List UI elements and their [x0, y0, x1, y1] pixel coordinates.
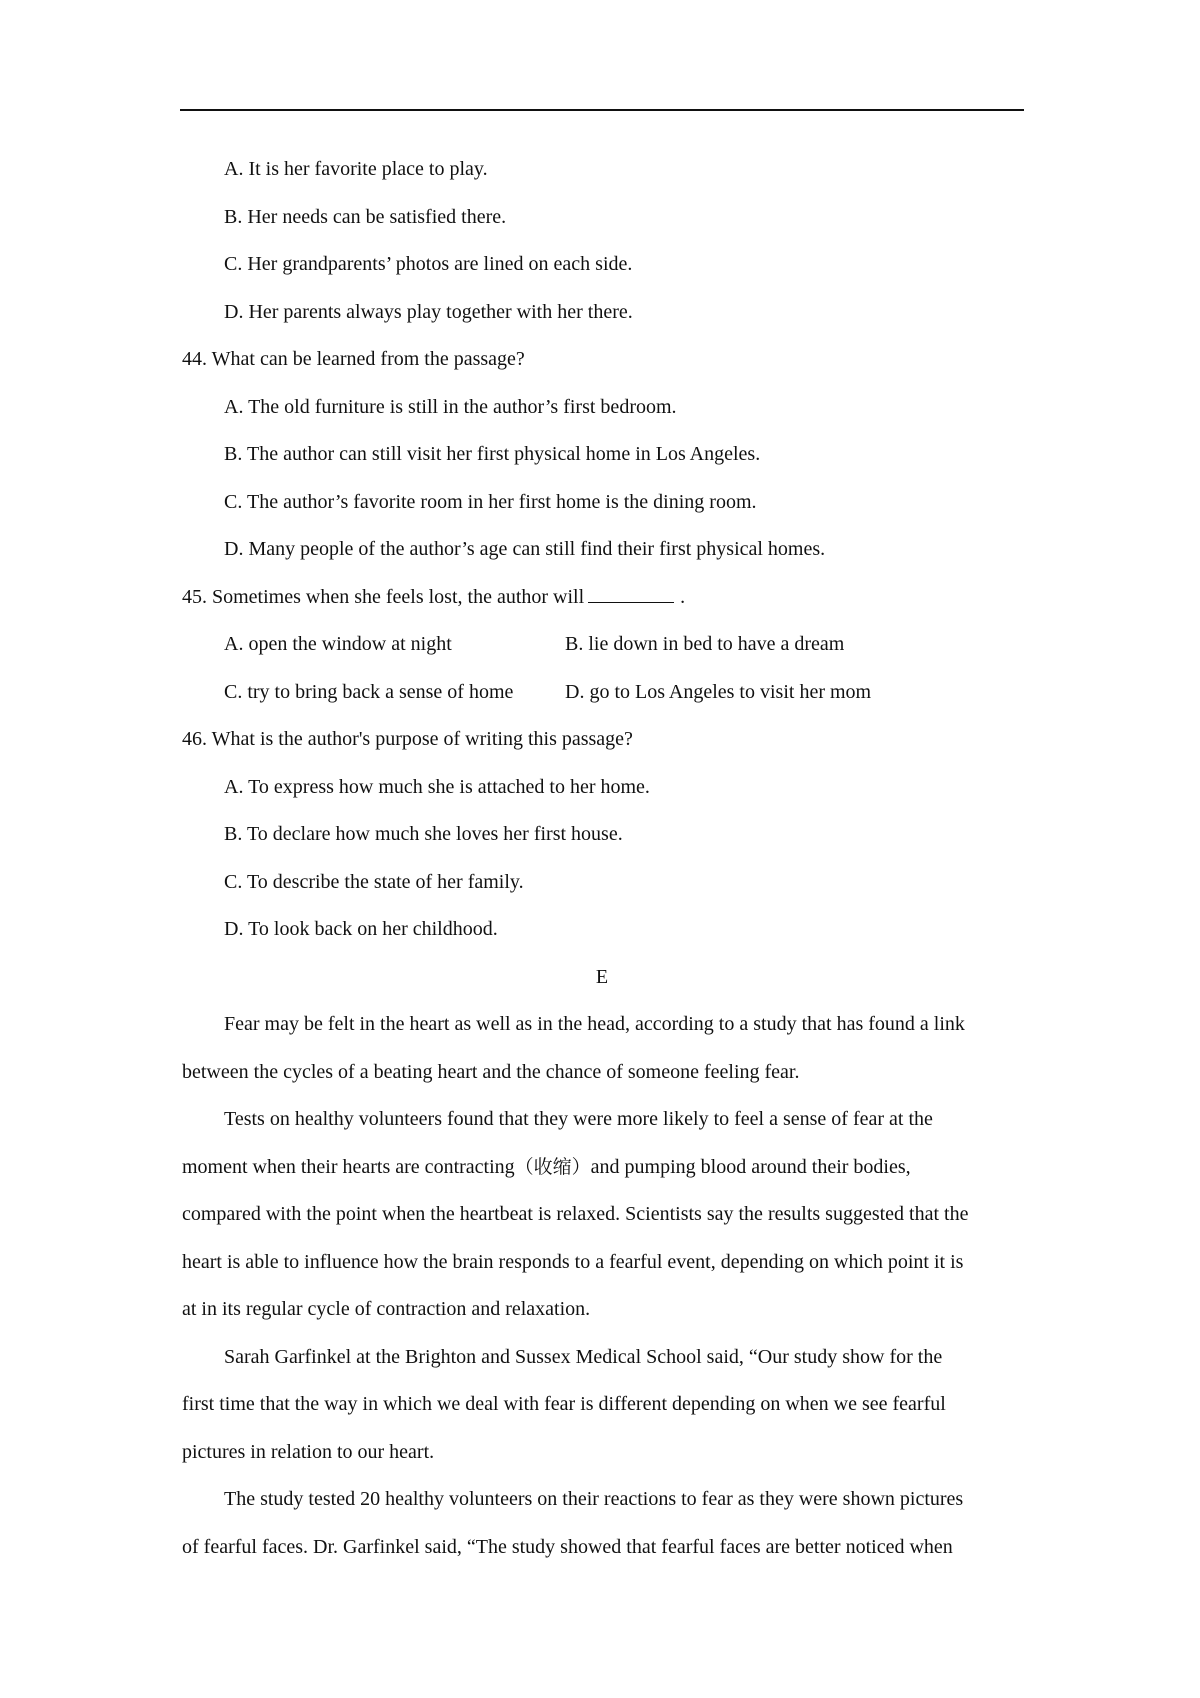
q45-option-d: D. go to Los Angeles to visit her mom	[565, 680, 872, 703]
passage-e-p2-line-4: heart is able to influence how the brain responds to a fearful event, depending on which point it is	[182, 1250, 964, 1273]
q46-option-d: D. To look back on her childhood.	[224, 918, 498, 940]
q43-option-a: A. It is her favorite place to play.	[224, 158, 488, 180]
header-rule	[180, 109, 1024, 111]
passage-e-p1-line-2: between the cycles of a beating heart and the chance of someone feeling fear.	[182, 1060, 800, 1083]
passage-e-p1-line-1: Fear may be felt in the heart as well as in the head, according to a study that has found a link	[224, 1013, 965, 1035]
q44-option-b: B. The author can still visit her first physical home in Los Angeles.	[224, 443, 761, 465]
q45-option-b: B. lie down in bed to have a dream	[565, 633, 845, 655]
q45-option-c: C. try to bring back a sense of home	[224, 680, 514, 703]
q46-option-c: C. To describe the state of her family.	[224, 870, 524, 893]
passage-e-p3-line-1: Sarah Garfinkel at the Brighton and Sussex Medical School said, “Our study show for the	[224, 1345, 943, 1368]
passage-e-p2-line-2-text-a: moment when their hearts are contracting	[182, 1155, 515, 1178]
passage-e-p2-line-3: compared with the point when the heartbeat is relaxed. Scientists say the results suggested that the	[182, 1203, 969, 1225]
q45-stem-text: 45. Sometimes when she feels lost, the author will	[182, 585, 585, 608]
q46-option-b: B. To declare how much she loves her first house.	[224, 823, 623, 845]
passage-e-p3-line-3: pictures in relation to our heart.	[182, 1440, 435, 1463]
q44-option-c: C. The author’s favorite room in her first home is the dining room.	[224, 490, 757, 513]
passage-e-p2-line-1: Tests on healthy volunteers found that they were more likely to feel a sense of fear at the	[224, 1108, 933, 1130]
passage-e-p2-line-5: at in its regular cycle of contraction and relaxation.	[182, 1298, 591, 1320]
q46-stem: 46. What is the author's purpose of writing this passage?	[182, 728, 633, 750]
q44-stem: 44. What can be learned from the passage?	[182, 348, 525, 370]
q45-options-row-2	[182, 669, 1022, 717]
section-e-title: E	[595, 965, 609, 988]
q45-options-row-1	[182, 621, 1022, 669]
passage-e-p2-line-2	[182, 1144, 1022, 1192]
q44-option-a: A. The old furniture is still in the author’s first bedroom.	[224, 395, 677, 418]
q44-option-d: D. Many people of the author’s age can still find their first physical homes.	[224, 538, 826, 560]
passage-e-p4-line-1: The study tested 20 healthy volunteers on their reactions to fear as they were shown pictures	[224, 1488, 964, 1510]
passage-e-p2-line-2-text-b: and pumping blood around their bodies,	[590, 1155, 911, 1178]
passage-e-p4-line-2: of fearful faces. Dr. Garfinkel said, “The study showed that fearful faces are better noticed when	[182, 1535, 953, 1558]
chinese-gloss: （收缩）	[514, 1155, 591, 1178]
passage-e-p3-line-2: first time that the way in which we deal with fear is different depending on when we see fearful	[182, 1393, 946, 1415]
q45-stem-end: .	[680, 585, 686, 608]
q45-option-a: A. open the window at night	[224, 633, 452, 655]
q43-option-c: C. Her grandparents’ photos are lined on each side.	[224, 253, 633, 275]
q46-option-a: A. To express how much she is attached to her home.	[224, 775, 650, 798]
q43-option-b: B. Her needs can be satisfied there.	[224, 205, 507, 228]
page-content	[182, 146, 1022, 1571]
q43-option-d: D. Her parents always play together with her there.	[224, 300, 633, 323]
q45-stem	[182, 574, 1022, 622]
q45-answer-blank	[588, 584, 674, 603]
